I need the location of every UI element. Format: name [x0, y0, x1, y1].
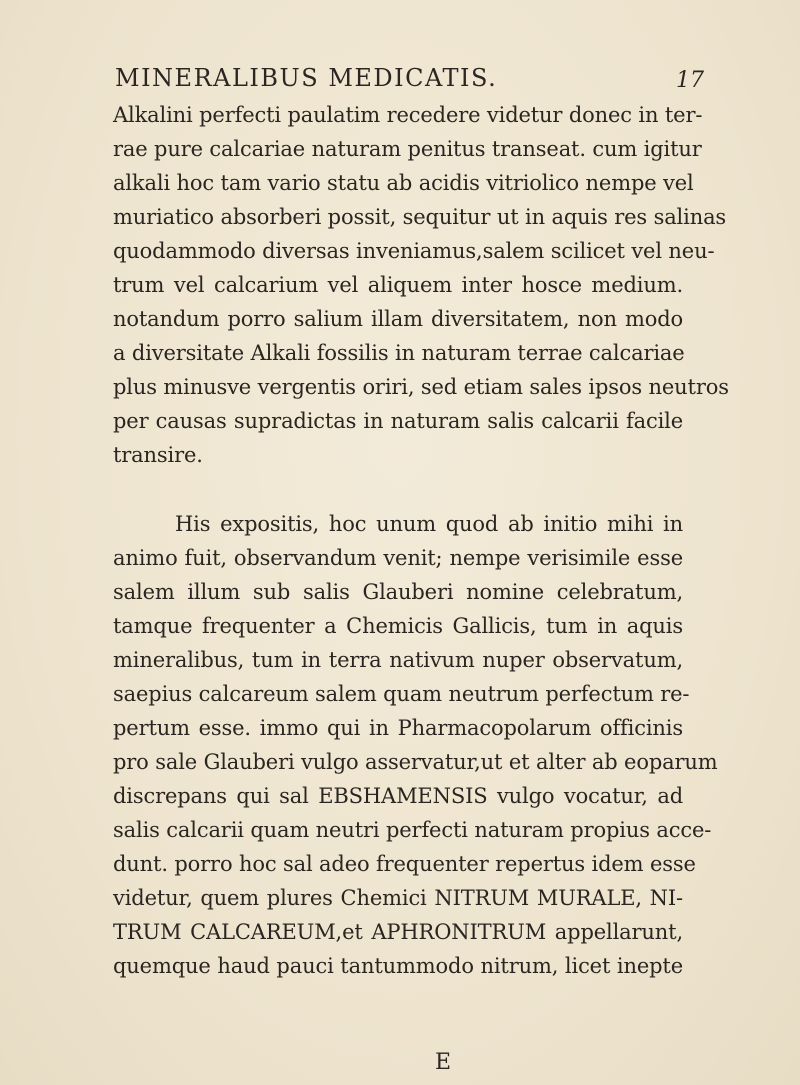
text-line: dunt. porro hoc sal adeo frequenter repertus idem esse	[113, 852, 696, 876]
page-number: 17	[676, 68, 704, 93]
paragraph-gap	[113, 472, 683, 507]
text-line: quemque haud pauci tantummodo nitrum, licet inepte	[113, 954, 683, 978]
body-text	[113, 98, 729, 983]
text-line: notandum porro salium illam diversitatem, non modo	[113, 307, 683, 331]
text-line: Alkalini perfecti paulatim recedere videtur donec in ter-	[113, 103, 703, 127]
catchword: E	[435, 1050, 452, 1075]
text-line: TRUM CALCAREUM,et APHRONITRUM appellarunt,	[113, 920, 683, 944]
text-line: alkali hoc tam vario statu ab acidis vitriolico nempe vel	[113, 171, 694, 195]
text-line: salem illum sub salis Glauberi nomine celebratum,	[113, 580, 683, 604]
text-line: rae pure calcariae naturam penitus transeat. cum igitur	[113, 137, 702, 161]
running-title: MINERALIBUS MEDICATIS.	[115, 64, 498, 92]
text-line: His expositis, hoc unum quod ab initio mihi in	[175, 512, 683, 536]
text-line: plus minusve vergentis oriri, sed etiam sales ipsos neutros	[113, 375, 729, 399]
text-line: per causas supradictas in naturam salis calcarii facile	[113, 409, 683, 433]
text-line: transire.	[113, 443, 203, 467]
text-line: trum vel calcarium vel aliquem inter hosce medium.	[113, 273, 683, 297]
text-line: tamque frequenter a Chemicis Gallicis, tum in aquis	[113, 614, 683, 638]
text-line: discrepans qui sal EBSHAMENSIS vulgo vocatur, ad	[113, 784, 683, 808]
text-line: saepius calcareum salem quam neutrum perfectum re-	[113, 682, 690, 706]
text-line: pro sale Glauberi vulgo asservatur,ut et alter ab eoparum	[113, 750, 718, 774]
text-line: a diversitate Alkali fossilis in naturam terrae calcariae	[113, 341, 685, 365]
text-line: quodammodo diversas inveniamus,salem scilicet vel neu-	[113, 239, 715, 263]
text-line: videtur, quem plures Chemici NITRUM MURALE, NI-	[113, 886, 683, 910]
text-line: salis calcarii quam neutri perfecti naturam propius acce-	[113, 818, 712, 842]
text-line: muriatico absorberi possit, sequitur ut in aquis res salinas	[113, 205, 727, 229]
text-line: animo fuit, observandum venit; nempe verisimile esse	[113, 546, 683, 570]
text-line: mineralibus, tum in terra nativum nuper observatum,	[113, 648, 683, 672]
text-line: pertum esse. immo qui in Pharmacopolarum officinis	[113, 716, 683, 740]
